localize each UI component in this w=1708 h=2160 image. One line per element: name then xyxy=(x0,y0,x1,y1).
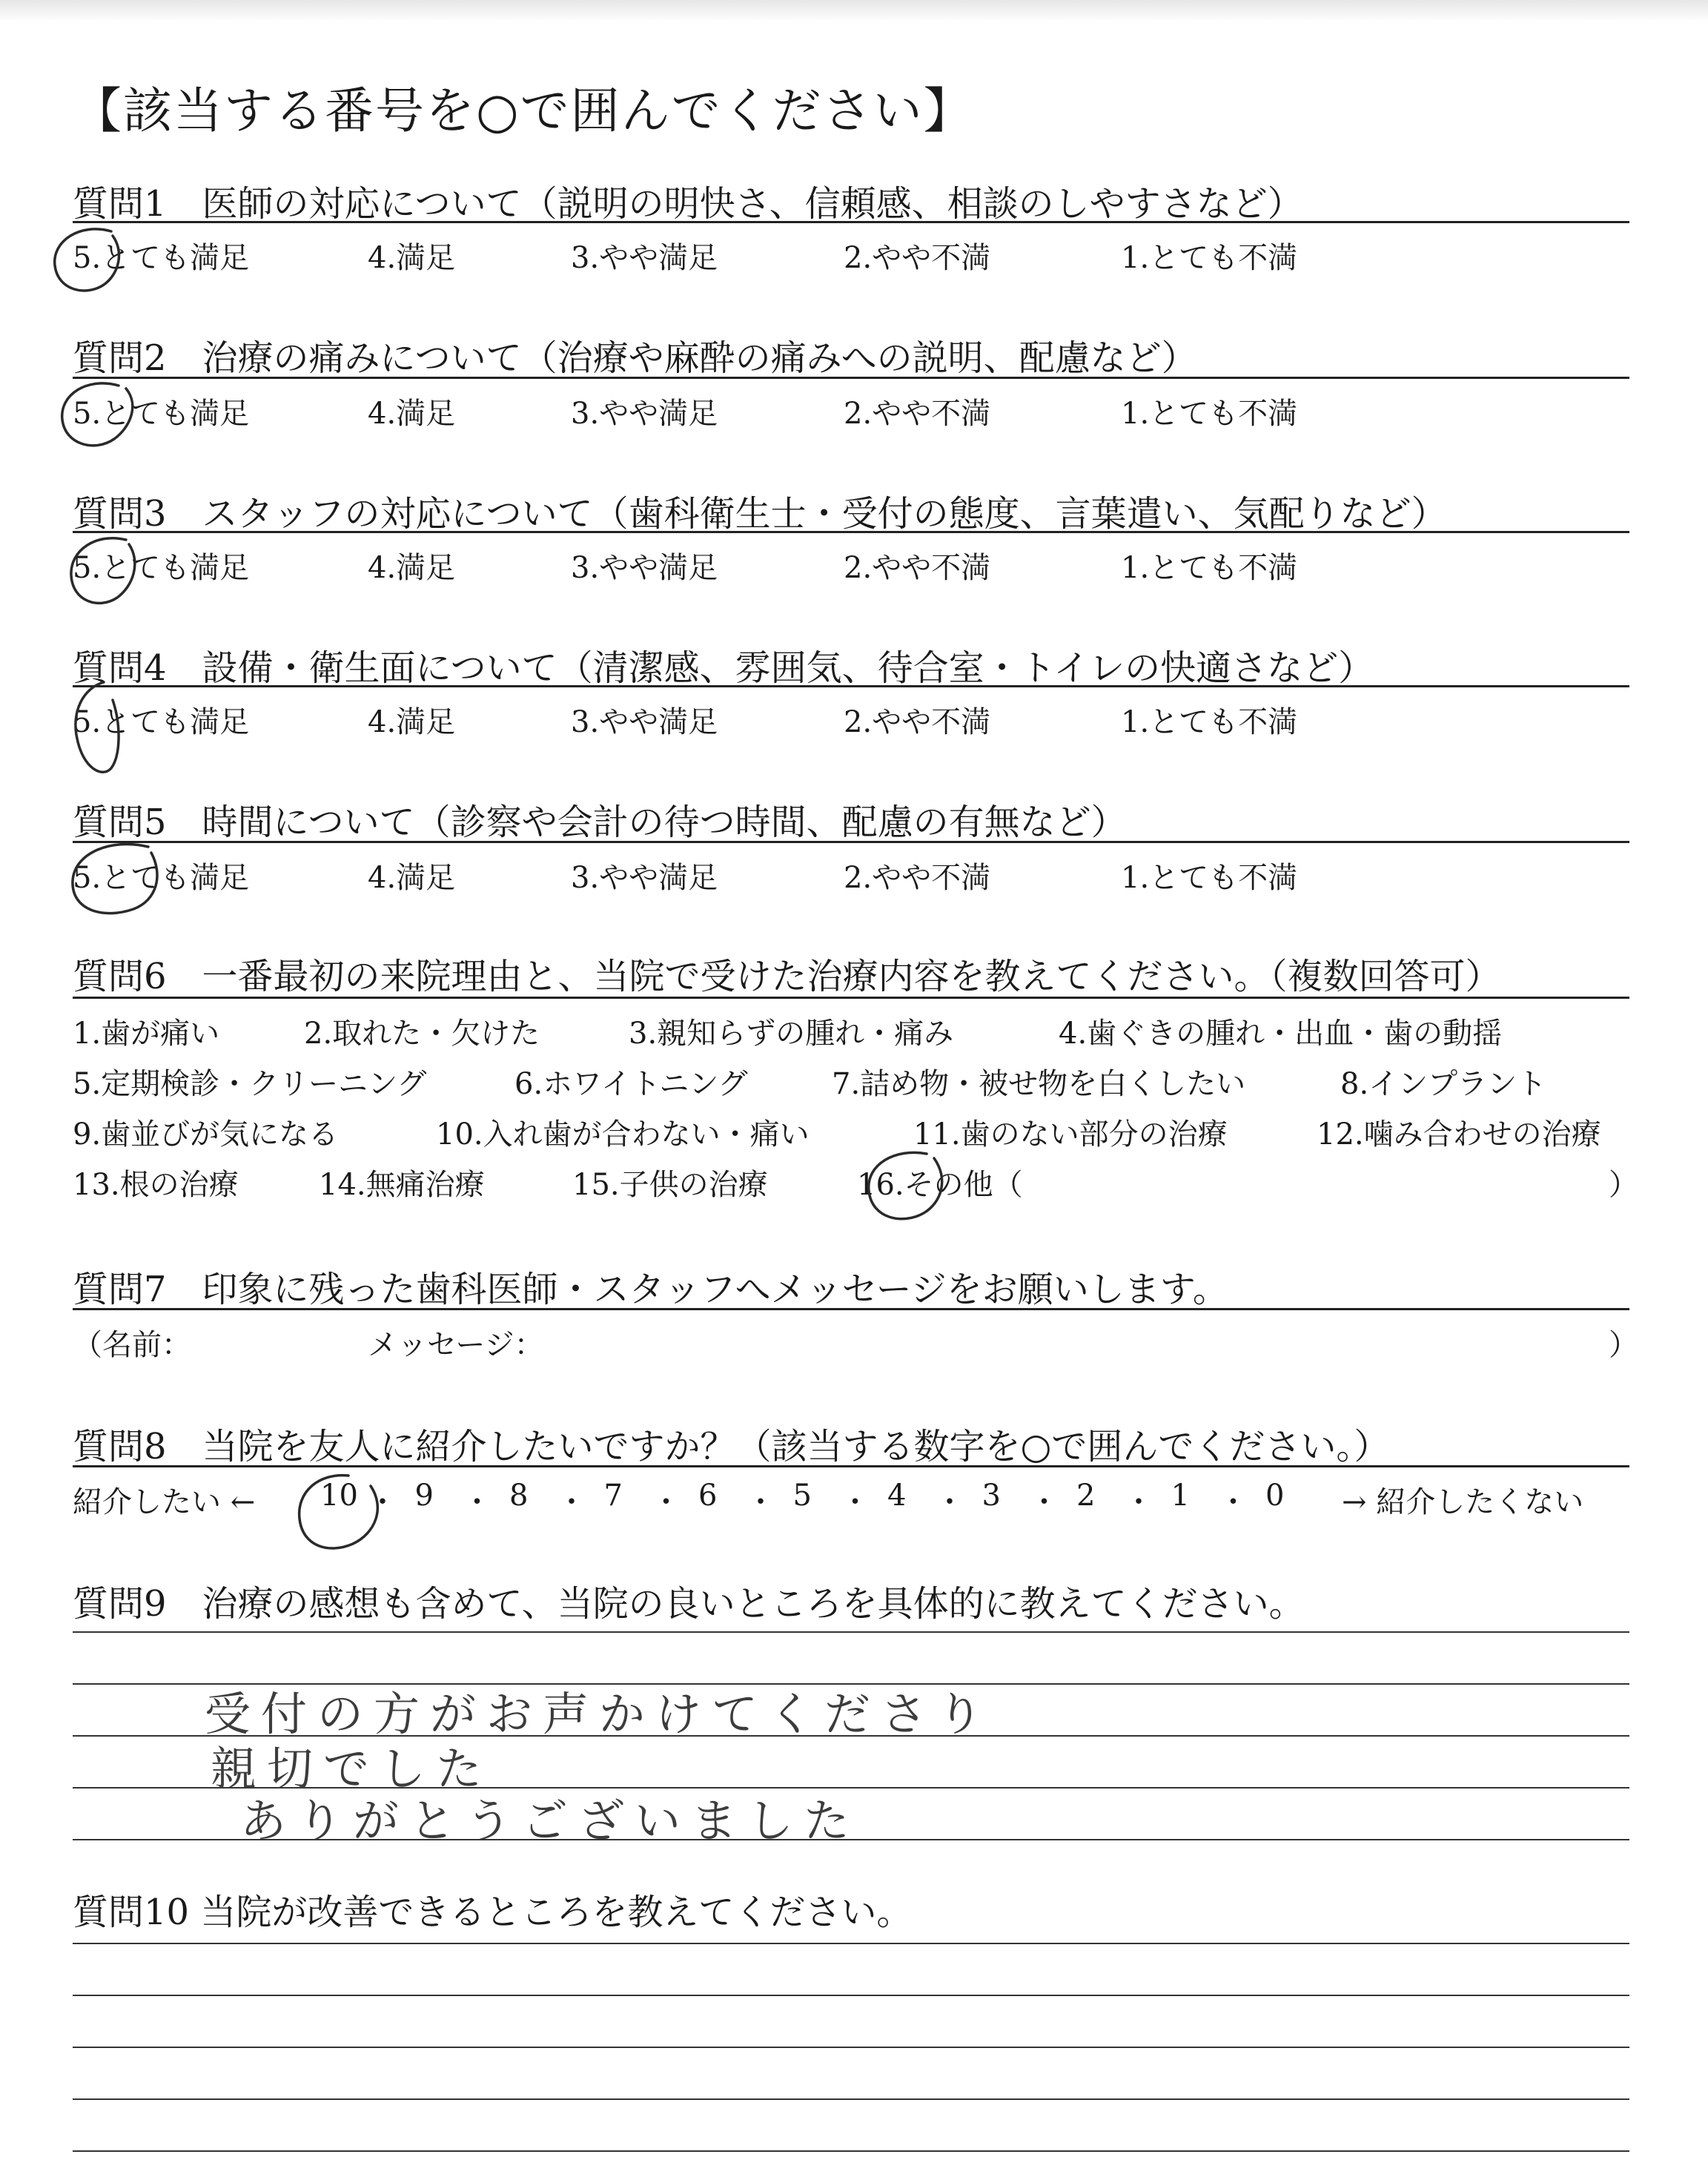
q8-right-label: → 紹介したくない xyxy=(1342,1485,1584,1519)
q2-option-1[interactable]: 1.とても不満 xyxy=(1121,397,1298,431)
q5-option-1[interactable]: 1.とても不満 xyxy=(1121,861,1298,895)
q3-option-2[interactable]: 2.やや不満 xyxy=(844,551,991,585)
q1-option-1[interactable]: 1.とても不満 xyxy=(1121,241,1298,275)
q6-option-7[interactable]: 7.詰め物・被せ物を白くしたい xyxy=(832,1067,1246,1101)
q9-handwritten-line: ありがとうございました xyxy=(240,1794,861,1848)
q1-option-5[interactable]: 5.とても満足 xyxy=(73,241,250,275)
q4-option-4[interactable]: 4.満足 xyxy=(368,705,456,739)
q6-option-14[interactable]: 14.無痛治療 xyxy=(319,1168,485,1202)
q6-option-1[interactable]: 1.歯が痛い xyxy=(73,1017,220,1051)
q6-option-4[interactable]: 4.歯ぐきの腫れ・出血・歯の動揺 xyxy=(1059,1017,1503,1051)
question-6-label: 質問6 一番最初の来院理由と、当院で受けた治療内容を教えてください。（複数回答可） xyxy=(73,956,1501,997)
question-8-label: 質問8 当院を友人に紹介したいですか？（該当する数字を○で囲んでください。） xyxy=(73,1426,1390,1467)
q6-option-15[interactable]: 15.子供の治療 xyxy=(572,1168,768,1202)
q4-option-2[interactable]: 2.やや不満 xyxy=(844,705,991,739)
question-7-label: 質問7 印象に残った歯科医師・スタッフへメッセージをお願いします。 xyxy=(73,1269,1228,1310)
q8-scale-separator: ・ xyxy=(1218,1485,1248,1519)
q8-scale-separator: ・ xyxy=(935,1485,964,1519)
q8-left-label: 紹介したい ← xyxy=(73,1485,256,1519)
q6-option-12[interactable]: 12.噛み合わせの治療 xyxy=(1317,1117,1601,1152)
q8-selection-circle xyxy=(299,1476,378,1548)
q8-scale-value[interactable]: 10 xyxy=(320,1479,358,1513)
q3-option-4[interactable]: 4.満足 xyxy=(368,551,456,585)
q6-option-9[interactable]: 9.歯並びが気になる xyxy=(73,1117,339,1152)
q8-scale-separator: ・ xyxy=(462,1485,492,1519)
q3-option-5[interactable]: 5.とても満足 xyxy=(73,551,250,585)
q8-scale-value[interactable]: 0 xyxy=(1265,1479,1285,1513)
q6-option-6[interactable]: 6.ホワイトニング xyxy=(514,1067,748,1101)
q8-scale-value[interactable]: 9 xyxy=(414,1479,434,1513)
q2-selection-circle xyxy=(62,383,133,446)
q5-selection-circle xyxy=(73,845,157,914)
q9-handwritten-line: 親切でした xyxy=(211,1742,493,1796)
q8-scale-separator: ・ xyxy=(368,1485,397,1519)
q8-scale-value[interactable]: 4 xyxy=(887,1479,907,1513)
instruction-header: 【該当する番号を○で囲んでください】 xyxy=(73,82,974,139)
q5-option-2[interactable]: 2.やや不満 xyxy=(844,861,991,895)
q4-option-5[interactable]: 5.とても満足 xyxy=(73,705,250,739)
question-4-label: 質問4 設備・衛生面について（清潔感、雰囲気、待合室・トイレの快適さなど） xyxy=(73,647,1374,689)
q1-option-2[interactable]: 2.やや不満 xyxy=(844,241,991,275)
question-3-label: 質問3 スタッフの対応について（歯科衛生士・受付の態度、言葉遣い、気配りなど） xyxy=(73,493,1447,535)
q8-scale-value[interactable]: 5 xyxy=(792,1479,812,1513)
q7-name-field[interactable]: （名前： xyxy=(73,1328,191,1362)
question-10-label: 質問10 当院が改善できるところを教えてください。 xyxy=(73,1892,913,1933)
q8-scale-separator: ・ xyxy=(557,1485,586,1519)
q8-scale-value[interactable]: 1 xyxy=(1171,1479,1190,1513)
q2-option-2[interactable]: 2.やや不満 xyxy=(844,397,991,431)
q3-option-1[interactable]: 1.とても不満 xyxy=(1121,551,1298,585)
q2-option-5[interactable]: 5.とても満足 xyxy=(73,397,250,431)
q6-option-10[interactable]: 10.入れ歯が合わない・痛い xyxy=(436,1117,810,1152)
question-1-label: 質問1 医師の対応について（説明の明快さ、信頼感、相談のしやすさなど） xyxy=(73,183,1303,225)
q6-other-selection-circle xyxy=(869,1152,942,1218)
q2-option-3[interactable]: 3.やや満足 xyxy=(571,397,718,431)
q3-selection-circle xyxy=(71,538,135,604)
q6-option-8[interactable]: 8.インプラント xyxy=(1340,1067,1547,1101)
q7-message-field[interactable]: メッセージ： xyxy=(368,1328,544,1362)
q3-option-3[interactable]: 3.やや満足 xyxy=(571,551,718,585)
q8-scale-separator: ・ xyxy=(1029,1485,1059,1519)
q8-scale-value[interactable]: 2 xyxy=(1076,1479,1096,1513)
q8-scale-value[interactable]: 6 xyxy=(698,1479,718,1513)
q5-option-3[interactable]: 3.やや満足 xyxy=(571,861,718,895)
question-9-label: 質問9 治療の感想も含めて、当院の良いところを具体的に教えてください。 xyxy=(73,1583,1305,1625)
q6-other-close-paren: ） xyxy=(1609,1168,1638,1202)
q8-scale-value[interactable]: 7 xyxy=(603,1479,623,1513)
q8-scale-value[interactable]: 3 xyxy=(982,1479,1001,1513)
q8-scale-value[interactable]: 8 xyxy=(509,1479,529,1513)
q7-close-paren: ） xyxy=(1609,1328,1638,1362)
q6-option-2[interactable]: 2.取れた・欠けた xyxy=(304,1017,540,1051)
q6-option-11[interactable]: 11.歯のない部分の治療 xyxy=(913,1117,1228,1152)
q6-option-13[interactable]: 13.根の治療 xyxy=(73,1168,239,1202)
q6-option-3[interactable]: 3.親知らずの腫れ・痛み xyxy=(629,1017,954,1051)
q1-option-3[interactable]: 3.やや満足 xyxy=(571,241,718,275)
q6-option-16[interactable]: 16.その他（ xyxy=(857,1168,1023,1202)
q1-selection-circle xyxy=(55,229,119,291)
q4-selection-circle xyxy=(76,682,119,772)
question-2-label: 質問2 治療の痛みについて（治療や麻酔の痛みへの説明、配慮など） xyxy=(73,337,1197,379)
q5-option-4[interactable]: 4.満足 xyxy=(368,861,456,895)
q9-handwritten-line: 受付の方がお声かけてくださり xyxy=(205,1687,994,1741)
q2-option-4[interactable]: 4.満足 xyxy=(368,397,456,431)
q8-scale-separator: ・ xyxy=(840,1485,870,1519)
q8-scale-separator: ・ xyxy=(746,1485,775,1519)
q4-option-3[interactable]: 3.やや満足 xyxy=(571,705,718,739)
q6-option-5[interactable]: 5.定期検診・クリーニング xyxy=(73,1067,427,1101)
question-5-label: 質問5 時間について（診察や会計の待つ時間、配慮の有無など） xyxy=(73,802,1127,843)
q8-scale-separator: ・ xyxy=(651,1485,681,1519)
q5-option-5[interactable]: 5.とても満足 xyxy=(73,861,250,895)
q8-scale-separator: ・ xyxy=(1124,1485,1153,1519)
q4-option-1[interactable]: 1.とても不満 xyxy=(1121,705,1298,739)
q1-option-4[interactable]: 4.満足 xyxy=(368,241,456,275)
